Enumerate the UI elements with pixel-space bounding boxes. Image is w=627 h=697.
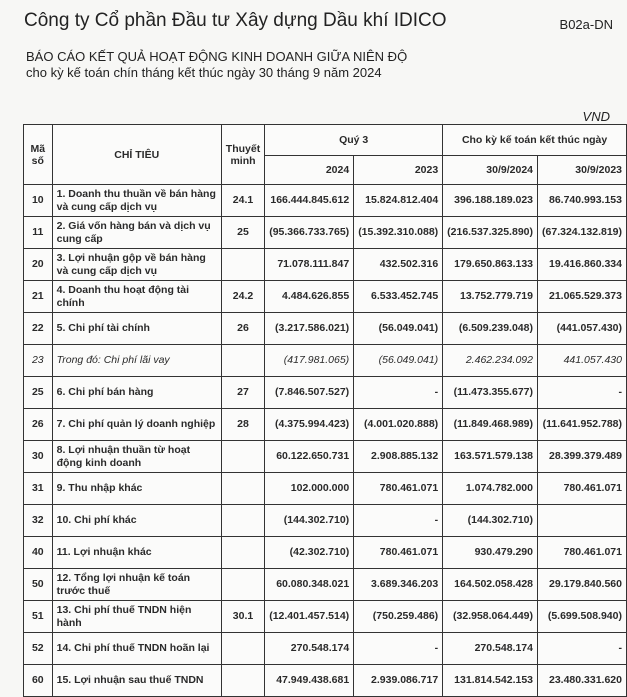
row-p2024: 179.650.863.133 [443,249,538,281]
report-title: BÁO CÁO KẾT QUẢ HOẠT ĐỘNG KINH DOANH GIỮA NIÊN ĐỘ [26,49,408,64]
row-q2024: 60.080.348.021 [265,569,354,601]
row-q2023: 432.502.316 [354,249,443,281]
row-q2023: 2.939.086.717 [354,665,443,697]
row-code: 26 [24,409,53,441]
row-p2023: 780.461.071 [538,537,627,569]
col-quarter-group-header: Quý 3 [265,125,443,156]
row-item: 12. Tổng lợi nhuận kế toán trước thuế [52,569,221,601]
table-row [24,569,627,601]
row-item: 4. Doanh thu hoạt động tài chính [52,281,221,313]
row-p2023: (11.641.952.788) [538,409,627,441]
row-q2024: (144.302.710) [265,505,354,537]
col-period-group-header: Cho kỳ kế toán kết thúc ngày [443,125,627,156]
row-item: 8. Lợi nhuận thuần từ hoạt động kinh doanh [52,441,221,473]
table-row [24,601,627,633]
row-code: 50 [24,569,53,601]
row-p2023: 29.179.840.560 [538,569,627,601]
row-item: 2. Giá vốn hàng bán và dịch vụ cung cấp [52,217,221,249]
row-note: 26 [221,313,264,345]
row-item: 3. Lợi nhuận gộp về bán hàng và cung cấp dịch vụ [52,249,221,281]
row-q2023: (4.001.020.888) [354,409,443,441]
col-q2024-header: 2024 [265,156,354,185]
row-item: 14. Chi phí thuế TNDN hoãn lại [52,633,221,665]
col-item-header: CHỈ TIÊU [52,125,221,185]
row-note [221,665,264,697]
row-p2023: 21.065.529.373 [538,281,627,313]
col-p2023-header: 30/9/2023 [538,156,627,185]
row-code: 10 [24,185,53,217]
row-p2023: 441.057.430 [538,345,627,377]
row-q2024: 47.949.438.681 [265,665,354,697]
row-p2024: 2.462.234.092 [443,345,538,377]
row-note [221,441,264,473]
row-p2024: 396.188.189.023 [443,185,538,217]
row-q2023: 15.824.812.404 [354,185,443,217]
row-p2023: 86.740.993.153 [538,185,627,217]
header-row-1 [24,125,627,156]
table-row [24,537,627,569]
row-p2024: (144.302.710) [443,505,538,537]
row-code: 11 [24,217,53,249]
row-q2023: - [354,505,443,537]
row-p2023: (5.699.508.940) [538,601,627,633]
table-row [24,185,627,217]
row-p2024: 270.548.174 [443,633,538,665]
row-code: 22 [24,313,53,345]
col-note-header: Thuyết minh [221,125,264,185]
row-item: 7. Chi phí quản lý doanh nghiệp [52,409,221,441]
row-q2023: (56.049.041) [354,345,443,377]
row-p2024: (32.958.064.449) [443,601,538,633]
row-q2024: (95.366.733.765) [265,217,354,249]
table-row [24,441,627,473]
row-code: 23 [24,345,53,377]
row-q2024: 60.122.650.731 [265,441,354,473]
row-item: Trong đó: Chi phí lãi vay [52,345,221,377]
row-item: 1. Doanh thu thuần về bán hàng và cung cấp dịch vụ [52,185,221,217]
row-q2024: (417.981.065) [265,345,354,377]
row-q2023: 780.461.071 [354,537,443,569]
row-p2023: (441.057.430) [538,313,627,345]
row-q2023: 3.689.346.203 [354,569,443,601]
row-note [221,473,264,505]
row-note [221,569,264,601]
row-note: 28 [221,409,264,441]
row-q2024: (42.302.710) [265,537,354,569]
row-q2024: 4.484.626.855 [265,281,354,313]
row-p2024: (216.537.325.890) [443,217,538,249]
row-note: 30.1 [221,601,264,633]
table-row [24,409,627,441]
row-item: 11. Lợi nhuận khác [52,537,221,569]
row-q2024: (7.846.507.527) [265,377,354,409]
row-q2023: - [354,633,443,665]
currency-label: VND [582,109,610,124]
row-code: 51 [24,601,53,633]
report-subtitle: cho kỳ kế toán chín tháng kết thúc ngày 30 tháng 9 năm 2024 [26,65,382,80]
table-row [24,281,627,313]
row-note [221,505,264,537]
report-heading [26,49,407,81]
table-row [24,505,627,537]
row-p2023 [538,505,627,537]
row-p2024: 13.752.779.719 [443,281,538,313]
row-code: 31 [24,473,53,505]
row-note: 27 [221,377,264,409]
form-code: B02a-DN [559,17,613,32]
table-row [24,249,627,281]
row-note [221,345,264,377]
row-p2023: (67.324.132.819) [538,217,627,249]
row-p2023: - [538,377,627,409]
row-note: 24.2 [221,281,264,313]
table-row [24,377,627,409]
row-p2024: (11.849.468.989) [443,409,538,441]
row-q2024: 71.078.111.847 [265,249,354,281]
row-q2023: (750.259.486) [354,601,443,633]
row-note [221,633,264,665]
row-q2023: 6.533.452.745 [354,281,443,313]
col-code-header: Mã số [24,125,53,185]
row-q2023: (15.392.310.088) [354,217,443,249]
table-row [24,217,627,249]
row-item: 5. Chi phí tài chính [52,313,221,345]
row-p2024: (6.509.239.048) [443,313,538,345]
row-item: 9. Thu nhập khác [52,473,221,505]
row-q2024: (3.217.586.021) [265,313,354,345]
row-p2023: 780.461.071 [538,473,627,505]
row-code: 20 [24,249,53,281]
row-q2023: (56.049.041) [354,313,443,345]
row-note [221,537,264,569]
row-code: 40 [24,537,53,569]
row-item: 10. Chi phí khác [52,505,221,537]
row-q2024: 270.548.174 [265,633,354,665]
row-note: 24.1 [221,185,264,217]
row-p2024: 164.502.058.428 [443,569,538,601]
row-p2023: 28.399.379.489 [538,441,627,473]
row-p2024: 163.571.579.138 [443,441,538,473]
row-code: 52 [24,633,53,665]
row-p2023: 19.416.860.334 [538,249,627,281]
row-item: 15. Lợi nhuận sau thuế TNDN [52,665,221,697]
table-row [24,633,627,665]
row-code: 30 [24,441,53,473]
row-code: 21 [24,281,53,313]
table-row [24,473,627,505]
row-q2024: (4.375.994.423) [265,409,354,441]
col-q2023-header: 2023 [354,156,443,185]
row-q2024: 102.000.000 [265,473,354,505]
row-q2023: - [354,377,443,409]
row-p2023: 23.480.331.620 [538,665,627,697]
row-note [221,249,264,281]
row-note: 25 [221,217,264,249]
row-code: 25 [24,377,53,409]
row-q2024: (12.401.457.514) [265,601,354,633]
row-code: 60 [24,665,53,697]
company-name: Công ty Cổ phần Đầu tư Xây dựng Dầu khí IDICO [24,10,447,31]
row-q2024: 166.444.845.612 [265,185,354,217]
row-p2024: 1.074.782.000 [443,473,538,505]
table-row [24,665,627,697]
row-p2024: 131.814.542.153 [443,665,538,697]
col-p2024-header: 30/9/2024 [443,156,538,185]
row-q2023: 2.908.885.132 [354,441,443,473]
table-row [24,345,627,377]
row-q2023: 780.461.071 [354,473,443,505]
row-p2024: (11.473.355.677) [443,377,538,409]
table-row [24,313,627,345]
row-p2023: - [538,633,627,665]
row-code: 32 [24,505,53,537]
income-statement-table [23,124,627,697]
row-item: 13. Chi phí thuế TNDN hiện hành [52,601,221,633]
row-item: 6. Chi phí bán hàng [52,377,221,409]
row-p2024: 930.479.290 [443,537,538,569]
